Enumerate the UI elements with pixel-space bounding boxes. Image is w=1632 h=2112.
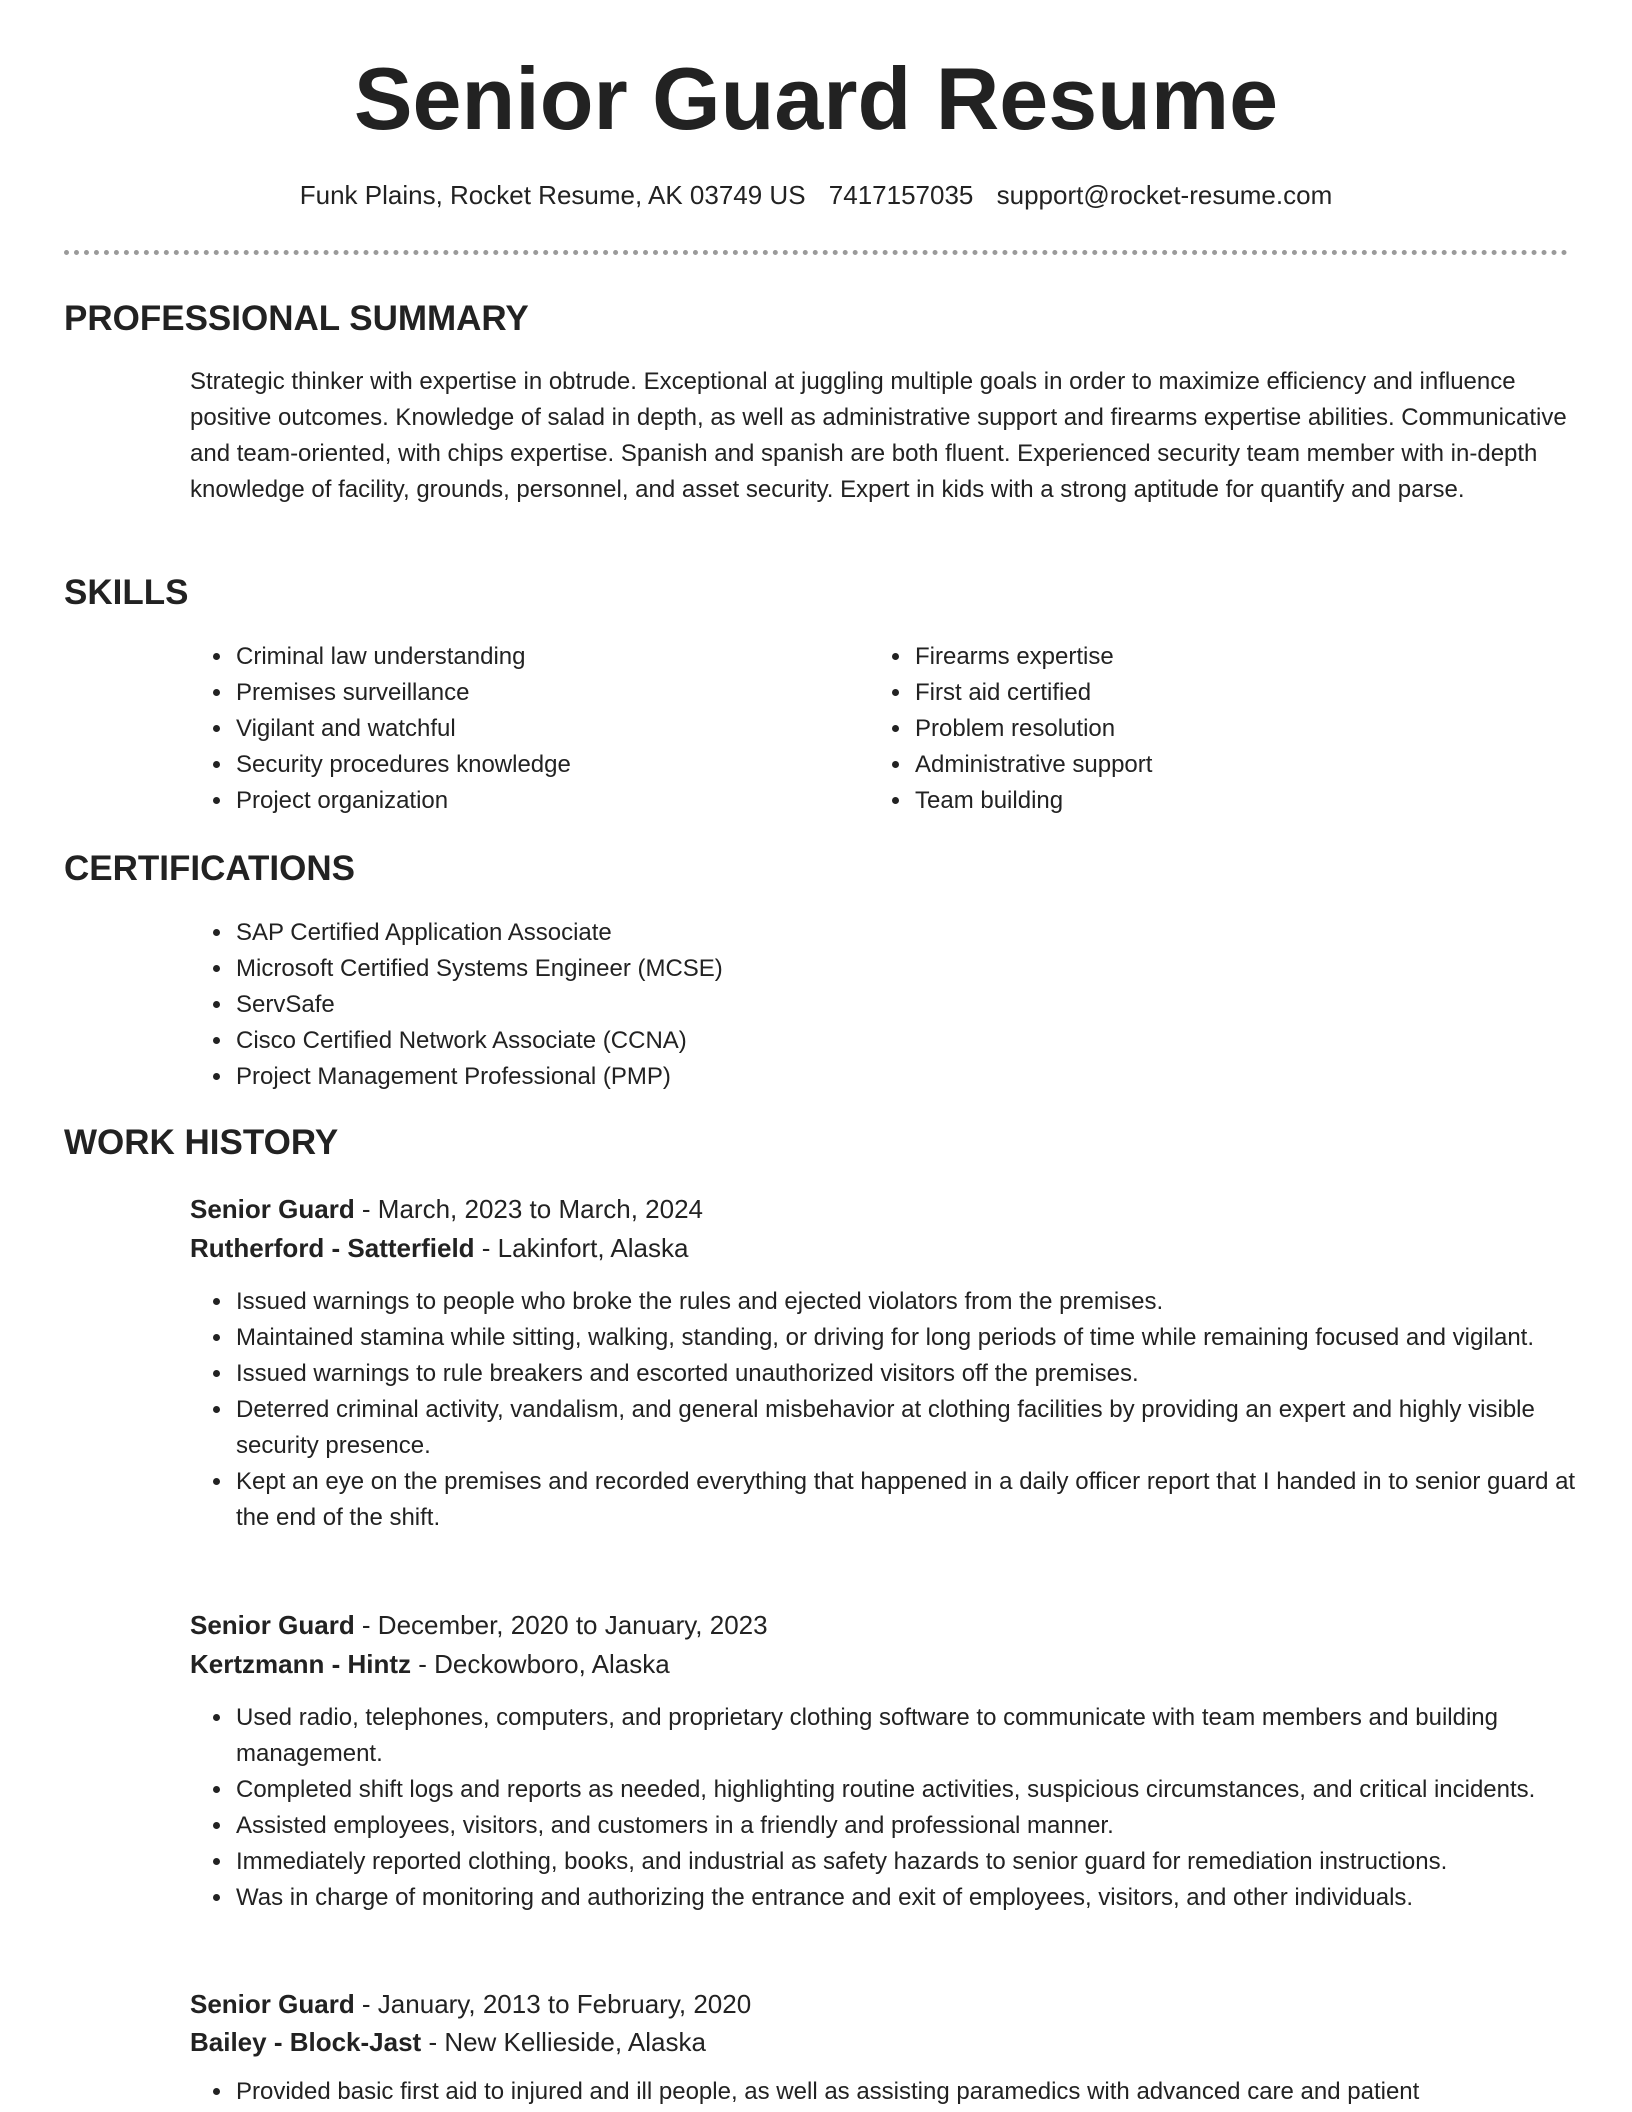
job-dates: - January, 2013 to February, 2020 [354, 1989, 752, 2019]
header-divider [64, 250, 1568, 255]
list-item: • Security procedures knowledge [234, 747, 854, 783]
skills-list-right [869, 639, 1533, 819]
list-item: • Immediately reported clothing, books, and industrial as safety hazards to senior guard for remediation instructions. [234, 1844, 1614, 1880]
certifications-heading: CERTIFICATIONS [64, 849, 356, 888]
list-item: • Maintained stamina while sitting, walking, standing, or driving for long periods of time while remaining focused and vigilant. [234, 1320, 1614, 1356]
job-company-line [190, 1230, 688, 1266]
list-item: • Team building [913, 783, 1533, 819]
job-company: Kertzmann - Hintz [190, 1649, 411, 1679]
page-title: Senior Guard Resume [353, 49, 1279, 148]
contact-email: support@rocket-resume.com [996, 180, 1333, 210]
job-dates: - December, 2020 to January, 2023 [354, 1610, 768, 1640]
list-item: • Completed shift logs and reports as needed, highlighting routine activities, suspicious circumstances, and critical incidents. [234, 1772, 1614, 1808]
job-title: Senior Guard [190, 1610, 355, 1640]
work-history-heading: WORK HISTORY [64, 1123, 339, 1162]
list-item: • SAP Certified Application Associate [234, 915, 1534, 951]
list-item: • Used radio, telephones, computers, and proprietary clothing software to communicate with team members and building management. [234, 1700, 1614, 1772]
list-item: • Premises surveillance [234, 675, 854, 711]
list-item: • Firearms expertise [913, 639, 1533, 675]
contact-address: Funk Plains, Rocket Resume, AK 03749 US [299, 180, 806, 210]
job-location: - Deckowboro, Alaska [411, 1649, 670, 1679]
job-location: - New Kellieside, Alaska [421, 2027, 706, 2057]
list-item: • Project organization [234, 783, 854, 819]
list-item: • Microsoft Certified Systems Engineer (MCSE) [234, 951, 1534, 987]
summary-text: Strategic thinker with expertise in obtrude. Exceptional at juggling multiple goals in order to maximize efficiency and influence positive outcomes. Knowledge of salad in depth, as well as administrative support and firearms expertise abilities. Communicative and team-oriented, with chips expertise. Spanish and spanish are both fluent. Experienced security team member with in-depth knowledge of facility, grounds, personnel, and asset security. Expert in kids with a strong aptitude for quantify and parse. [190, 368, 1567, 503]
job-bullets [190, 1700, 1614, 1916]
list-item: • Provided basic first aid to injured and ill people, as well as assisting paramedics with advanced care and patient [234, 2074, 1614, 2110]
job-company-line [190, 1646, 670, 1682]
job-dates: - March, 2023 to March, 2024 [354, 1194, 703, 1224]
job-title-line [190, 1986, 751, 2022]
list-item: • Criminal law understanding [234, 639, 854, 675]
job-bullets [190, 1284, 1614, 1536]
list-item: • Assisted employees, visitors, and customers in a friendly and professional manner. [234, 1808, 1614, 1844]
contact-line [0, 180, 1632, 211]
list-item: • Administrative support [913, 747, 1533, 783]
job-company: Bailey - Block-Jast [190, 2027, 422, 2057]
job-title-line [190, 1607, 768, 1643]
job-title-line [190, 1191, 703, 1227]
contact-phone: 7417157035 [828, 180, 974, 210]
skills-list-left [190, 639, 854, 819]
list-item: • Deterred criminal activity, vandalism, and general misbehavior at clothing facilities by providing an expert and highly visible security presence. [234, 1392, 1614, 1464]
job-company: Rutherford - Satterfield [190, 1233, 475, 1263]
job-location: - Lakinfort, Alaska [474, 1233, 689, 1263]
list-item: • Issued warnings to people who broke the rules and ejected violators from the premises. [234, 1284, 1614, 1320]
list-item: • Problem resolution [913, 711, 1533, 747]
list-item: • Kept an eye on the premises and recorded everything that happened in a daily officer report that I handed in to senior guard at the end of the shift. [234, 1464, 1614, 1536]
list-item: • Was in charge of monitoring and authorizing the entrance and exit of employees, visitors, and other individuals. [234, 1880, 1614, 1916]
certifications-list [190, 915, 1534, 1095]
job-title: Senior Guard [190, 1989, 355, 2019]
list-item: • ServSafe [234, 987, 1534, 1023]
job-company-line [190, 2024, 706, 2060]
list-item: • Cisco Certified Network Associate (CCNA) [234, 1023, 1534, 1059]
list-item: • Issued warnings to rule breakers and escorted unauthorized visitors off the premises. [234, 1356, 1614, 1392]
skills-heading: SKILLS [64, 573, 189, 612]
job-title: Senior Guard [190, 1194, 355, 1224]
list-item: • First aid certified [913, 675, 1533, 711]
job-bullets [190, 2074, 1614, 2110]
list-item: • Vigilant and watchful [234, 711, 854, 747]
list-item: • Project Management Professional (PMP) [234, 1059, 1534, 1095]
summary-heading: PROFESSIONAL SUMMARY [64, 299, 529, 338]
